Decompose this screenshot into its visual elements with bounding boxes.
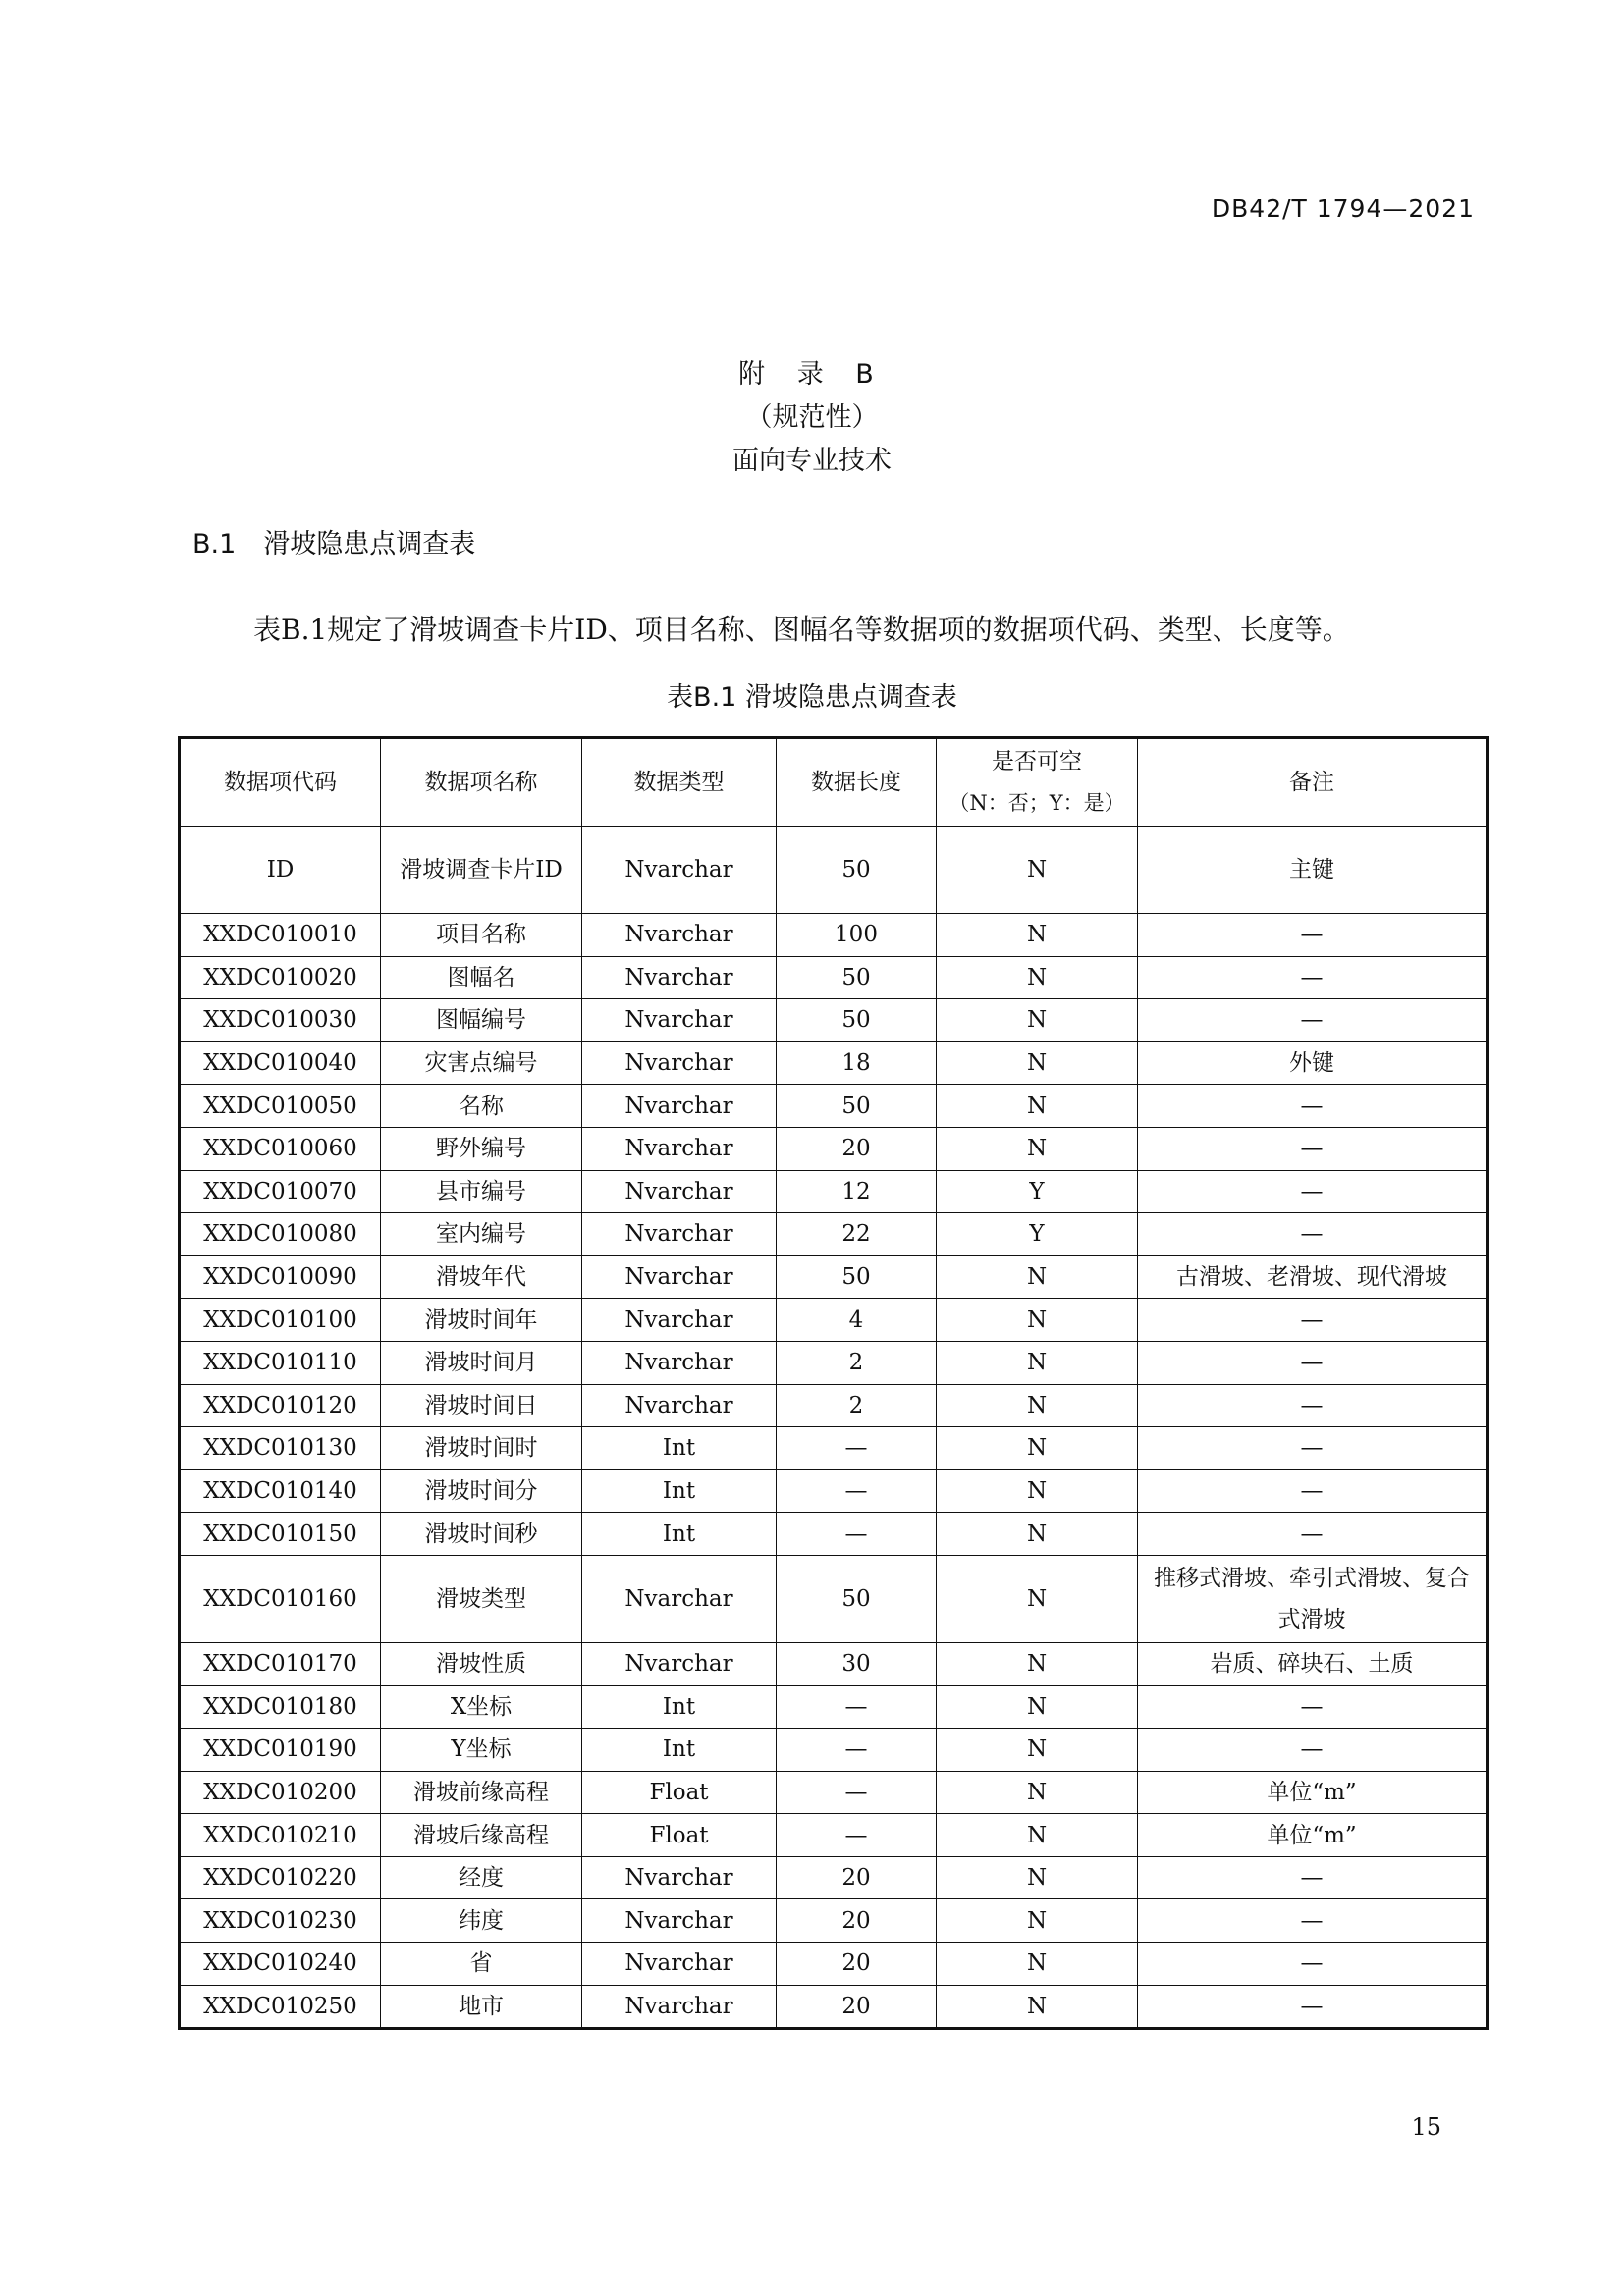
- cell-type: Nvarchar: [582, 1341, 777, 1384]
- cell-nullable: N: [937, 1041, 1138, 1085]
- table-row: [180, 1771, 1488, 1814]
- cell-remark: 单位“m”: [1138, 1814, 1488, 1857]
- cell-nullable: N: [937, 1555, 1138, 1642]
- cell-length: —: [777, 1427, 937, 1470]
- table-caption: 表B.1 滑坡隐患点调查表: [667, 682, 957, 713]
- cell-type: Nvarchar: [582, 1555, 777, 1642]
- cell-remark: —: [1138, 999, 1488, 1042]
- table-header-row: [180, 738, 1488, 827]
- cell-nullable: N: [937, 1985, 1138, 2029]
- cell-remark: —: [1138, 1299, 1488, 1342]
- cell-length: 50: [777, 1255, 937, 1299]
- table-row: [180, 1469, 1488, 1513]
- header-nullable-label: 是否可空: [992, 749, 1082, 774]
- cell-nullable: N: [937, 1943, 1138, 1986]
- cell-code: XXDC010150: [180, 1513, 381, 1556]
- cell-name: 地市: [381, 1985, 582, 2029]
- cell-remark: 单位“m”: [1138, 1771, 1488, 1814]
- cell-remark: —: [1138, 956, 1488, 999]
- cell-length: 20: [777, 1127, 937, 1170]
- cell-code: XXDC010080: [180, 1213, 381, 1256]
- cell-nullable: N: [937, 1127, 1138, 1170]
- cell-name: 滑坡前缘高程: [381, 1771, 582, 1814]
- cell-type: Nvarchar: [582, 1213, 777, 1256]
- cell-nullable: Y: [937, 1170, 1138, 1213]
- table-row: [180, 827, 1488, 914]
- cell-code: XXDC010170: [180, 1642, 381, 1685]
- section-number: B.1: [192, 529, 237, 560]
- cell-nullable: N: [937, 1299, 1138, 1342]
- cell-remark: —: [1138, 1170, 1488, 1213]
- cell-length: 2: [777, 1341, 937, 1384]
- cell-type: Nvarchar: [582, 1299, 777, 1342]
- cell-code: XXDC010130: [180, 1427, 381, 1470]
- cell-remark: —: [1138, 1985, 1488, 2029]
- cell-name: 滑坡时间月: [381, 1341, 582, 1384]
- cell-type: Nvarchar: [582, 1943, 777, 1986]
- table-row: [180, 914, 1488, 957]
- header-name: 数据项名称: [381, 738, 582, 827]
- cell-name: 滑坡年代: [381, 1255, 582, 1299]
- table-row: [180, 1555, 1488, 1642]
- cell-code: XXDC010250: [180, 1985, 381, 2029]
- cell-remark: —: [1138, 1213, 1488, 1256]
- cell-code: XXDC010070: [180, 1170, 381, 1213]
- cell-type: Nvarchar: [582, 1642, 777, 1685]
- cell-code: ID: [180, 827, 381, 914]
- cell-length: 22: [777, 1213, 937, 1256]
- cell-nullable: N: [937, 1469, 1138, 1513]
- cell-name: 县市编号: [381, 1170, 582, 1213]
- table-row: [180, 1255, 1488, 1299]
- cell-length: 20: [777, 1856, 937, 1899]
- cell-length: —: [777, 1469, 937, 1513]
- cell-nullable: Y: [937, 1213, 1138, 1256]
- header-nullable: [937, 738, 1138, 827]
- cell-name: 省: [381, 1943, 582, 1986]
- appendix-subtitle: 面向专业技术: [732, 446, 892, 476]
- cell-name: X坐标: [381, 1685, 582, 1729]
- cell-type: Int: [582, 1469, 777, 1513]
- table-row: [180, 1213, 1488, 1256]
- cell-name: 滑坡调查卡片ID: [381, 827, 582, 914]
- cell-name: 灾害点编号: [381, 1041, 582, 1085]
- cell-nullable: N: [937, 1899, 1138, 1943]
- cell-length: —: [777, 1729, 937, 1772]
- cell-nullable: N: [937, 999, 1138, 1042]
- cell-type: Int: [582, 1685, 777, 1729]
- cell-type: Nvarchar: [582, 1127, 777, 1170]
- cell-type: Nvarchar: [582, 914, 777, 957]
- appendix-label: 附 录 B: [738, 359, 886, 390]
- survey-table: [178, 736, 1489, 2030]
- cell-nullable: N: [937, 956, 1138, 999]
- cell-nullable: N: [937, 1255, 1138, 1299]
- cell-nullable: N: [937, 1814, 1138, 1857]
- cell-code: XXDC010120: [180, 1384, 381, 1427]
- cell-type: Nvarchar: [582, 956, 777, 999]
- cell-nullable: N: [937, 1085, 1138, 1128]
- cell-name: 野外编号: [381, 1127, 582, 1170]
- cell-nullable: N: [937, 1771, 1138, 1814]
- section-title: 滑坡隐患点调查表: [263, 529, 476, 560]
- cell-name: 滑坡时间分: [381, 1469, 582, 1513]
- cell-length: —: [777, 1814, 937, 1857]
- cell-nullable: N: [937, 827, 1138, 914]
- cell-remark: —: [1138, 1427, 1488, 1470]
- table-row: [180, 1729, 1488, 1772]
- cell-nullable: N: [937, 1729, 1138, 1772]
- cell-name: 图幅名: [381, 956, 582, 999]
- cell-remark: —: [1138, 1341, 1488, 1384]
- cell-remark: —: [1138, 1856, 1488, 1899]
- table-row: [180, 956, 1488, 999]
- section-heading: [192, 522, 475, 561]
- cell-remark: 推移式滑坡、牵引式滑坡、复合式滑坡: [1138, 1555, 1488, 1642]
- header-nullable-note: （N：否；Y：是）: [948, 791, 1125, 815]
- cell-length: 50: [777, 956, 937, 999]
- table-row: [180, 1085, 1488, 1128]
- cell-length: —: [777, 1685, 937, 1729]
- cell-remark: —: [1138, 1384, 1488, 1427]
- cell-type: Nvarchar: [582, 1170, 777, 1213]
- cell-length: 50: [777, 1085, 937, 1128]
- cell-name: 滑坡类型: [381, 1555, 582, 1642]
- cell-remark: —: [1138, 1943, 1488, 1986]
- cell-type: Nvarchar: [582, 1899, 777, 1943]
- cell-nullable: N: [937, 1513, 1138, 1556]
- document-code: DB42/T 1794—2021: [1211, 194, 1475, 223]
- cell-code: XXDC010180: [180, 1685, 381, 1729]
- cell-code: XXDC010220: [180, 1856, 381, 1899]
- table-row: [180, 1856, 1488, 1899]
- cell-length: 20: [777, 1985, 937, 2029]
- cell-nullable: N: [937, 1642, 1138, 1685]
- table-row: [180, 1341, 1488, 1384]
- cell-nullable: N: [937, 1341, 1138, 1384]
- cell-length: —: [777, 1513, 937, 1556]
- table-row: [180, 999, 1488, 1042]
- cell-remark: —: [1138, 1729, 1488, 1772]
- table-row: [180, 1943, 1488, 1986]
- cell-code: XXDC010110: [180, 1341, 381, 1384]
- cell-remark: —: [1138, 1085, 1488, 1128]
- table-row: [180, 1041, 1488, 1085]
- cell-code: XXDC010050: [180, 1085, 381, 1128]
- cell-name: 项目名称: [381, 914, 582, 957]
- cell-name: 滑坡时间秒: [381, 1513, 582, 1556]
- table-row: [180, 1127, 1488, 1170]
- cell-name: 图幅编号: [381, 999, 582, 1042]
- table-row: [180, 1899, 1488, 1943]
- cell-remark: 外键: [1138, 1041, 1488, 1085]
- cell-code: XXDC010090: [180, 1255, 381, 1299]
- cell-code: XXDC010100: [180, 1299, 381, 1342]
- cell-remark: —: [1138, 1899, 1488, 1943]
- cell-nullable: N: [937, 1856, 1138, 1899]
- cell-length: 4: [777, 1299, 937, 1342]
- cell-code: XXDC010030: [180, 999, 381, 1042]
- cell-name: 名称: [381, 1085, 582, 1128]
- header-length: 数据长度: [777, 738, 937, 827]
- table-row: [180, 1685, 1488, 1729]
- cell-remark: —: [1138, 1127, 1488, 1170]
- table-row: [180, 1513, 1488, 1556]
- cell-nullable: N: [937, 1427, 1138, 1470]
- cell-length: 50: [777, 1555, 937, 1642]
- cell-code: XXDC010200: [180, 1771, 381, 1814]
- cell-type: Nvarchar: [582, 827, 777, 914]
- table-body: [180, 827, 1488, 2029]
- cell-code: XXDC010040: [180, 1041, 381, 1085]
- page-number: 15: [1411, 2113, 1441, 2141]
- cell-nullable: N: [937, 914, 1138, 957]
- table-row: [180, 1814, 1488, 1857]
- cell-type: Nvarchar: [582, 1384, 777, 1427]
- header-remark: 备注: [1138, 738, 1488, 827]
- cell-remark: 主键: [1138, 827, 1488, 914]
- cell-name: 滑坡时间年: [381, 1299, 582, 1342]
- appendix-title-block: [0, 353, 1624, 483]
- cell-remark: —: [1138, 914, 1488, 957]
- cell-length: 50: [777, 999, 937, 1042]
- cell-length: 50: [777, 827, 937, 914]
- cell-length: 20: [777, 1899, 937, 1943]
- cell-type: Int: [582, 1729, 777, 1772]
- cell-name: 纬度: [381, 1899, 582, 1943]
- cell-remark: —: [1138, 1513, 1488, 1556]
- cell-code: XXDC010140: [180, 1469, 381, 1513]
- cell-remark: 岩质、碎块石、土质: [1138, 1642, 1488, 1685]
- cell-code: XXDC010160: [180, 1555, 381, 1642]
- cell-code: XXDC010240: [180, 1943, 381, 1986]
- cell-code: XXDC010190: [180, 1729, 381, 1772]
- cell-nullable: N: [937, 1384, 1138, 1427]
- cell-length: 12: [777, 1170, 937, 1213]
- cell-type: Nvarchar: [582, 1085, 777, 1128]
- cell-name: 滑坡时间日: [381, 1384, 582, 1427]
- cell-code: XXDC010230: [180, 1899, 381, 1943]
- table-row: [180, 1427, 1488, 1470]
- cell-name: 室内编号: [381, 1213, 582, 1256]
- intro-paragraph: 表B.1规定了滑坡调查卡片ID、项目名称、图幅名等数据项的数据项代码、类型、长度等。: [253, 614, 1350, 646]
- cell-name: 滑坡后缘高程: [381, 1814, 582, 1857]
- cell-length: 18: [777, 1041, 937, 1085]
- cell-type: Nvarchar: [582, 1255, 777, 1299]
- cell-nullable: N: [937, 1685, 1138, 1729]
- cell-length: —: [777, 1771, 937, 1814]
- cell-type: Nvarchar: [582, 1985, 777, 2029]
- header-type: 数据类型: [582, 738, 777, 827]
- table-row: [180, 1384, 1488, 1427]
- cell-name: 滑坡性质: [381, 1642, 582, 1685]
- cell-remark: —: [1138, 1469, 1488, 1513]
- cell-length: 100: [777, 914, 937, 957]
- cell-name: 经度: [381, 1856, 582, 1899]
- cell-type: Float: [582, 1771, 777, 1814]
- cell-length: 30: [777, 1642, 937, 1685]
- table-row: [180, 1299, 1488, 1342]
- cell-code: XXDC010010: [180, 914, 381, 957]
- cell-code: XXDC010060: [180, 1127, 381, 1170]
- cell-code: XXDC010210: [180, 1814, 381, 1857]
- cell-type: Int: [582, 1513, 777, 1556]
- table-row: [180, 1985, 1488, 2029]
- cell-type: Nvarchar: [582, 1856, 777, 1899]
- header-code: 数据项代码: [180, 738, 381, 827]
- cell-type: Int: [582, 1427, 777, 1470]
- cell-code: XXDC010020: [180, 956, 381, 999]
- cell-length: 2: [777, 1384, 937, 1427]
- table-row: [180, 1170, 1488, 1213]
- cell-name: Y坐标: [381, 1729, 582, 1772]
- cell-length: 20: [777, 1943, 937, 1986]
- cell-type: Nvarchar: [582, 999, 777, 1042]
- cell-remark: 古滑坡、老滑坡、现代滑坡: [1138, 1255, 1488, 1299]
- appendix-nature: （规范性）: [745, 402, 879, 433]
- cell-type: Nvarchar: [582, 1041, 777, 1085]
- cell-name: 滑坡时间时: [381, 1427, 582, 1470]
- cell-remark: —: [1138, 1685, 1488, 1729]
- cell-type: Float: [582, 1814, 777, 1857]
- table-row: [180, 1642, 1488, 1685]
